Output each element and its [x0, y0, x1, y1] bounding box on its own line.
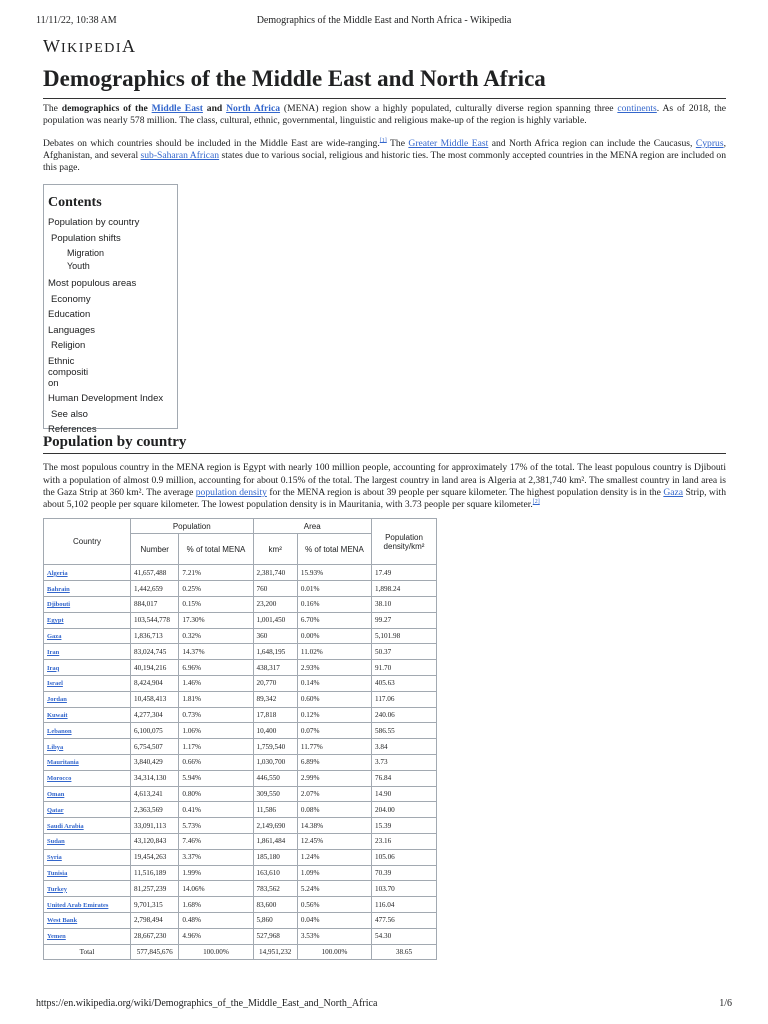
- country-link[interactable]: Egypt: [47, 617, 64, 625]
- table-cell: 360: [253, 628, 297, 644]
- country-cell: [44, 834, 131, 850]
- table-cell: 4,613,241: [131, 786, 179, 802]
- table-cell: 446,550: [253, 770, 297, 786]
- country-cell: [44, 565, 131, 581]
- table-cell: 0.32%: [179, 628, 253, 644]
- table-cell: 1,861,484: [253, 834, 297, 850]
- table-cell: 3.53%: [297, 928, 371, 944]
- country-link[interactable]: Lebanon: [47, 727, 72, 735]
- table-cell: 3,840,429: [131, 755, 179, 771]
- table-cell: 12.45%: [297, 834, 371, 850]
- link-greater-middle-east[interactable]: Greater Middle East: [408, 137, 489, 149]
- print-page-title: Demographics of the Middle East and North Africa - Wikipedia: [256, 15, 512, 26]
- country-cell: [44, 707, 131, 723]
- table-cell: 34,314,130: [131, 770, 179, 786]
- country-link[interactable]: United Arab Emirates: [47, 901, 109, 909]
- table-cell: 23,200: [253, 597, 297, 613]
- toc-item-religion[interactable]: Religion: [51, 340, 86, 352]
- section-paragraph: The most populous country in the MENA region is Egypt with nearly 100 million people, accounting for approximately 17% of the total. The least populous country is Djibouti with a population of almost 0.9 million, accounting for about 0.15% of the total. The largest country in land area is Algeria at 2,381,740 km². The smallest country in land area is the Gaza Strip at 360 km². The average population density for the MENA region is about 39 people per square kilometer. The highest population density is in the Gaza Strip, with about 5,102 people per square kilometer. The lowest population density is in Mauritania, with 3.73 people per square kilometer.[2]: [43, 462, 726, 511]
- table-cell: 11.02%: [297, 644, 371, 660]
- table-cell: 4.96%: [179, 928, 253, 944]
- toc-item-references[interactable]: References: [48, 424, 97, 436]
- table-cell: 0.08%: [297, 802, 371, 818]
- table-cell: 17.30%: [179, 612, 253, 628]
- country-link[interactable]: Tunisia: [47, 870, 68, 877]
- table-cell: 2.99%: [297, 770, 371, 786]
- print-page-number: 1/6: [719, 998, 732, 1009]
- table-cell: 3.37%: [179, 849, 253, 865]
- table-row: [44, 834, 437, 850]
- toc-item-most-populous-areas[interactable]: Most populous areas: [48, 278, 137, 290]
- country-cell: [44, 612, 131, 628]
- country-link[interactable]: Morocco: [47, 775, 72, 783]
- table-cell: 163,610: [253, 865, 297, 881]
- table-cell: 405.63: [372, 676, 437, 692]
- table-cell: 10,400: [253, 723, 297, 739]
- table-cell: 1.81%: [179, 691, 253, 707]
- country-link[interactable]: Syria: [47, 854, 62, 862]
- link-sub-saharan-african[interactable]: sub-Saharan African: [140, 149, 220, 161]
- table-cell: 70.39: [372, 865, 437, 881]
- table-cell: 91.70: [372, 660, 437, 676]
- toc-item-human-development-index[interactable]: Human Development Index: [48, 393, 164, 405]
- table-cell: 5,101.98: [372, 628, 437, 644]
- table-cell: 2,798,494: [131, 913, 179, 929]
- table-cell: 40,194,216: [131, 660, 179, 676]
- print-header: [36, 15, 732, 29]
- total-cell: 100.00%: [179, 944, 253, 960]
- table-cell: 6.96%: [179, 660, 253, 676]
- table-cell: 5.24%: [297, 881, 371, 897]
- table-cell: 103.70: [372, 881, 437, 897]
- table-cell: 477.56: [372, 913, 437, 929]
- table-cell: 5.73%: [179, 818, 253, 834]
- table-cell: 1.24%: [297, 849, 371, 865]
- table-cell: 83,024,745: [131, 644, 179, 660]
- table-cell: 2,363,569: [131, 802, 179, 818]
- col-country: Country: [44, 518, 131, 565]
- print-url: https://en.wikipedia.org/wiki/Demographics_of_the_Middle_East_and_North_Africa: [36, 998, 378, 1009]
- table-cell: 1,836,713: [131, 628, 179, 644]
- table-cell: 760: [253, 581, 297, 597]
- table-row: [44, 802, 437, 818]
- table-cell: 7.46%: [179, 834, 253, 850]
- table-cell: 14.37%: [179, 644, 253, 660]
- country-link[interactable]: Jordan: [47, 696, 67, 704]
- table-cell: 117.06: [372, 691, 437, 707]
- table-cell: 2.93%: [297, 660, 371, 676]
- country-cell: [44, 644, 131, 660]
- table-cell: 3.84: [372, 739, 437, 755]
- country-cell: [44, 628, 131, 644]
- total-cell: 14,951,232: [253, 944, 297, 960]
- table-row: [44, 723, 437, 739]
- table-cell: 438,317: [253, 660, 297, 676]
- table-cell: 0.14%: [297, 676, 371, 692]
- country-cell: [44, 660, 131, 676]
- table-row: [44, 581, 437, 597]
- country-link[interactable]: Iran: [47, 648, 60, 656]
- country-cell: [44, 818, 131, 834]
- total-label: Total: [44, 944, 131, 960]
- intro-paragraph-2: Debates on which countries should be included in the Middle East are wide-ranging.[1] The Greater Middle East and North Africa region can include the Caucasus, Cyprus, Afghanistan, and several sub-Saharan African states due to various social, religious and historic ties. The most commonly accepted countries in the MENA region are included on this page.: [43, 137, 726, 174]
- total-cell: 38.65: [372, 944, 437, 960]
- table-row: [44, 612, 437, 628]
- toc-title: Contents: [48, 195, 102, 211]
- table-row: [44, 565, 437, 581]
- country-cell: [44, 739, 131, 755]
- table-cell: 204.00: [372, 802, 437, 818]
- country-link[interactable]: Saudi Arabia: [47, 822, 84, 830]
- table-row: [44, 707, 437, 723]
- country-cell: [44, 802, 131, 818]
- table-cell: 15.39: [372, 818, 437, 834]
- country-link[interactable]: Yemen: [47, 933, 66, 941]
- table-cell: 0.48%: [179, 913, 253, 929]
- table-cell: 8,424,904: [131, 676, 179, 692]
- table-cell: 0.73%: [179, 707, 253, 723]
- country-link[interactable]: Gaza: [47, 633, 62, 641]
- table-cell: 17.49: [372, 565, 437, 581]
- table-cell: 0.25%: [179, 581, 253, 597]
- country-cell: [44, 913, 131, 929]
- link-cyprus[interactable]: Cyprus: [695, 137, 724, 149]
- country-link[interactable]: Oman: [47, 791, 65, 799]
- country-cell: [44, 928, 131, 944]
- intro-paragraph-1: The demographics of the Middle East and North Africa (MENA) region show a highly populated, culturally diverse region spanning three continents. As of 2018, the population was nearly 578 million. The class, cultural, ethnic, governmental, linguistic and religious make-up of the region is highly variable.: [43, 103, 726, 127]
- table-cell: 527,968: [253, 928, 297, 944]
- table-cell: 1.17%: [179, 739, 253, 755]
- country-cell: [44, 786, 131, 802]
- table-cell: 103,544,778: [131, 612, 179, 628]
- table-cell: 54.30: [372, 928, 437, 944]
- toc-item-see-also[interactable]: See also: [51, 408, 88, 420]
- col-pct-area: % of total MENA: [297, 534, 371, 565]
- table-cell: 1,759,540: [253, 739, 297, 755]
- col-area: Area: [253, 518, 371, 534]
- col-population: Population: [131, 518, 254, 534]
- table-cell: 2,149,690: [253, 818, 297, 834]
- country-cell: [44, 881, 131, 897]
- table-cell: 105.06: [372, 849, 437, 865]
- table-cell: 2,381,740: [253, 565, 297, 581]
- table-row: [44, 597, 437, 613]
- table-row: [44, 913, 437, 929]
- toc-item-population-shifts[interactable]: Population shifts: [51, 232, 121, 244]
- table-cell: 0.01%: [297, 581, 371, 597]
- country-cell: [44, 865, 131, 881]
- section-heading-population-by-country: Population by country: [43, 433, 726, 454]
- table-cell: 1.06%: [179, 723, 253, 739]
- toc-item-economy[interactable]: Economy: [51, 293, 91, 305]
- table-cell: 6,100,075: [131, 723, 179, 739]
- table-cell: 1.09%: [297, 865, 371, 881]
- col-pct-pop: % of total MENA: [179, 534, 253, 565]
- table-row: [44, 849, 437, 865]
- table-cell: 83,600: [253, 897, 297, 913]
- country-cell: [44, 755, 131, 771]
- table-row: [44, 818, 437, 834]
- page-title: Demographics of the Middle East and North Africa: [43, 64, 726, 99]
- table-row: [44, 897, 437, 913]
- table-cell: 309,550: [253, 786, 297, 802]
- country-link[interactable]: Djibouti: [47, 601, 71, 609]
- table-cell: 783,562: [253, 881, 297, 897]
- table-cell: 1.46%: [179, 676, 253, 692]
- table-cell: 0.04%: [297, 913, 371, 929]
- table-row: [44, 786, 437, 802]
- ref-1[interactable]: [1]: [379, 137, 387, 144]
- country-cell: [44, 676, 131, 692]
- table-cell: 15.93%: [297, 565, 371, 581]
- table-cell: 0.41%: [179, 802, 253, 818]
- table-cell: 0.60%: [297, 691, 371, 707]
- wikipedia-logo[interactable]: WIKIPEDIA: [43, 36, 137, 56]
- table-cell: 0.66%: [179, 755, 253, 771]
- total-cell: 577,845,676: [131, 944, 179, 960]
- table-cell: 43,120,843: [131, 834, 179, 850]
- country-link[interactable]: Libya: [47, 743, 64, 751]
- table-cell: 76.84: [372, 770, 437, 786]
- article: [43, 36, 726, 960]
- table-row: [44, 628, 437, 644]
- table-cell: 1.99%: [179, 865, 253, 881]
- print-datetime: 11/11/22, 10:38 AM: [36, 15, 117, 26]
- link-population-density[interactable]: population density: [195, 487, 267, 499]
- table-row: [44, 755, 437, 771]
- toc-item-languages[interactable]: Languages: [48, 324, 96, 336]
- table-row: [44, 739, 437, 755]
- table-cell: 0.00%: [297, 628, 371, 644]
- country-link[interactable]: Kuwait: [47, 712, 68, 720]
- ref-2[interactable]: [2]: [532, 499, 540, 506]
- table-cell: 11.77%: [297, 739, 371, 755]
- table-cell: 23.16: [372, 834, 437, 850]
- country-link[interactable]: West Bank: [47, 917, 78, 925]
- table-cell: 116.04: [372, 897, 437, 913]
- table-row: [44, 660, 437, 676]
- table-cell: 11,516,189: [131, 865, 179, 881]
- col-number: Number: [131, 534, 179, 565]
- country-link[interactable]: Turkey: [47, 885, 67, 893]
- table-cell: 38.10: [372, 597, 437, 613]
- table-cell: 1,442,659: [131, 581, 179, 597]
- table-cell: 28,667,230: [131, 928, 179, 944]
- link-north-africa[interactable]: North Africa: [226, 103, 281, 114]
- table-cell: 0.15%: [179, 597, 253, 613]
- table-cell: 6.89%: [297, 755, 371, 771]
- table-row: [44, 770, 437, 786]
- table-cell: 99.27: [372, 612, 437, 628]
- table-cell: 4,277,304: [131, 707, 179, 723]
- toc-item-education[interactable]: Education: [48, 309, 91, 321]
- table-cell: 6,754,507: [131, 739, 179, 755]
- toc-item-migration[interactable]: Migration: [67, 248, 105, 259]
- country-link[interactable]: Iraq: [47, 664, 60, 672]
- table-cell: 185,180: [253, 849, 297, 865]
- table-cell: 0.56%: [297, 897, 371, 913]
- table-cell: 0.80%: [179, 786, 253, 802]
- country-cell: [44, 770, 131, 786]
- link-gaza[interactable]: Gaza: [663, 487, 684, 499]
- link-continents[interactable]: continents: [617, 103, 657, 114]
- table-cell: 20,770: [253, 676, 297, 692]
- table-cell: 6.70%: [297, 612, 371, 628]
- table-cell: 81,257,239: [131, 881, 179, 897]
- country-link[interactable]: Israel: [47, 680, 63, 688]
- table-cell: 41,657,488: [131, 565, 179, 581]
- total-row: [44, 944, 437, 960]
- table-cell: 1,648,195: [253, 644, 297, 660]
- country-cell: [44, 597, 131, 613]
- table-cell: 14.90: [372, 786, 437, 802]
- country-link[interactable]: Mauritania: [47, 759, 79, 767]
- population-table: [43, 518, 437, 961]
- country-cell: [44, 691, 131, 707]
- table-cell: 10,458,413: [131, 691, 179, 707]
- toc-item-ethnic-composition[interactable]: Ethnic compositi on: [48, 355, 89, 389]
- table-row: [44, 644, 437, 660]
- table-cell: 3.73: [372, 755, 437, 771]
- table-cell: 89,342: [253, 691, 297, 707]
- total-cell: 100.00%: [297, 944, 371, 960]
- table-cell: 19,454,263: [131, 849, 179, 865]
- table-cell: 0.12%: [297, 707, 371, 723]
- print-footer: [36, 998, 732, 1012]
- table-cell: 5,860: [253, 913, 297, 929]
- table-cell: 11,586: [253, 802, 297, 818]
- col-density: Population density/km²: [372, 518, 437, 565]
- table-of-contents: [43, 184, 178, 436]
- table-cell: 50.37: [372, 644, 437, 660]
- table-cell: 14.38%: [297, 818, 371, 834]
- country-cell: [44, 581, 131, 597]
- country-cell: [44, 723, 131, 739]
- country-link[interactable]: Sudan: [47, 838, 65, 846]
- table-cell: 884,017: [131, 597, 179, 613]
- table-cell: 1,030,700: [253, 755, 297, 771]
- toc-item-population-by-country[interactable]: Population by country: [48, 217, 140, 229]
- table-row: [44, 865, 437, 881]
- table-cell: 9,701,315: [131, 897, 179, 913]
- toc-item-youth[interactable]: Youth: [67, 261, 90, 272]
- country-link[interactable]: Algeria: [47, 569, 68, 577]
- table-cell: 5.94%: [179, 770, 253, 786]
- table-row: [44, 881, 437, 897]
- table-cell: 1,898.24: [372, 581, 437, 597]
- country-cell: [44, 849, 131, 865]
- col-km2: km²: [253, 534, 297, 565]
- table-cell: 0.07%: [297, 723, 371, 739]
- table-cell: 14.06%: [179, 881, 253, 897]
- table-cell: 240.06: [372, 707, 437, 723]
- table-row: [44, 676, 437, 692]
- table-cell: 1,001,450: [253, 612, 297, 628]
- table-cell: 2.07%: [297, 786, 371, 802]
- table-cell: 17,818: [253, 707, 297, 723]
- table-cell: 1.68%: [179, 897, 253, 913]
- table-row: [44, 691, 437, 707]
- country-link[interactable]: Bahrain: [47, 585, 70, 593]
- table-cell: 0.16%: [297, 597, 371, 613]
- country-cell: [44, 897, 131, 913]
- link-middle-east[interactable]: Middle East: [151, 103, 203, 114]
- table-cell: 586.55: [372, 723, 437, 739]
- table-cell: 7.21%: [179, 565, 253, 581]
- country-link[interactable]: Qatar: [47, 806, 64, 814]
- table-cell: 33,091,113: [131, 818, 179, 834]
- table-row: [44, 928, 437, 944]
